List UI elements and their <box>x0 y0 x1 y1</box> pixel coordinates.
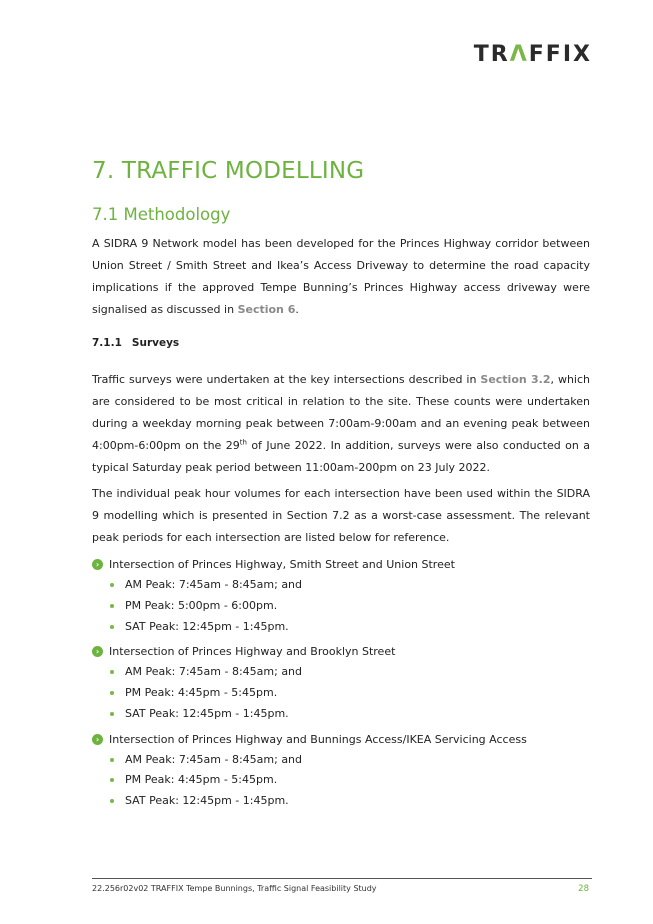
bullet-dot-icon <box>110 583 114 587</box>
peak-item <box>110 707 289 720</box>
section-3-2-link[interactable]: Section 3.2 <box>480 373 551 386</box>
superscript: th <box>239 438 247 447</box>
peak-text: SAT Peak: 12:45pm - 1:45pm. <box>125 620 289 633</box>
intersection-name: Intersection of Princes Highway and Brooklyn Street <box>109 645 396 658</box>
peak-item <box>110 665 302 678</box>
chevron-right-icon: › <box>92 646 103 657</box>
footer-divider <box>92 878 592 879</box>
surveys-text-3: of June 2022. In addition, surveys were also conducted on a typical Saturday peak period between 11:00am-200pm on 23 July 2022. <box>92 439 590 474</box>
peak-text: PM Peak: 4:45pm - 5:45pm. <box>125 686 278 699</box>
chevron-right-icon: › <box>92 559 103 570</box>
peak-text: AM Peak: 7:45am - 8:45am; and <box>125 665 303 678</box>
chevron-right-icon: › <box>92 734 103 745</box>
surveys-heading <box>92 337 179 349</box>
methodology-text-end: . <box>295 303 299 316</box>
bullet-dot-icon <box>110 625 114 629</box>
logo-triangle: Λ <box>509 42 529 67</box>
section-heading: 7. TRAFFIC MODELLING <box>92 158 365 184</box>
peak-hour-paragraph: The individual peak hour volumes for each intersection have been used within the SIDRA 9 modelling which is presented in Section 7.2 as a worst-case assessment. The relevant peak periods for each intersection are listed below for reference. <box>92 487 590 544</box>
bullet-dot-icon <box>110 712 114 716</box>
intersection-name: Intersection of Princes Highway and Bunnings Access/IKEA Servicing Access <box>109 733 527 746</box>
surveys-text-2: , which are considered to be most critical in relation to the site. These counts were undertaken during a weekday morning peak between 7:00am-9:00am and an evening peak between 4:00pm-6:00pm on the 29 <box>92 373 590 452</box>
peak-text: PM Peak: 4:45pm - 5:45pm. <box>125 773 278 786</box>
peak-item <box>110 599 277 612</box>
methodology-paragraph <box>92 233 590 321</box>
peak-item <box>110 794 289 807</box>
surveys-paragraph <box>92 369 590 479</box>
peak-text: SAT Peak: 12:45pm - 1:45pm. <box>125 794 289 807</box>
footer-text: 22.256r02v02 TRAFFIX Tempe Bunnings, Traffic Signal Feasibility Study <box>92 884 377 893</box>
methodology-text: A SIDRA 9 Network model has been developed for the Princes Highway corridor between Union Street / Smith Street and Ikea’s Access Driveway to determine the road capacity implications if the approved Tempe Bunning’s Princes Highway access driveway were signalised as discussed in <box>92 237 590 316</box>
bullet-dot-icon <box>110 799 114 803</box>
surveys-text-1: Traffic surveys were undertaken at the key intersections described in <box>92 373 481 386</box>
intersection-item <box>92 733 527 746</box>
bullet-dot-icon <box>110 604 114 608</box>
subsection-heading: 7.1 Methodology <box>92 205 231 224</box>
section-6-link[interactable]: Section 6 <box>237 303 296 316</box>
peak-text: AM Peak: 7:45am - 8:45am; and <box>125 753 303 766</box>
bullet-dot-icon <box>110 758 114 762</box>
traffix-logo <box>474 42 592 67</box>
peak-text: SAT Peak: 12:45pm - 1:45pm. <box>125 707 289 720</box>
peak-item <box>110 620 289 633</box>
peak-item <box>110 753 302 766</box>
peak-item <box>110 578 302 591</box>
page-number: 28 <box>578 884 589 894</box>
bullet-dot-icon <box>110 778 114 782</box>
peak-item <box>110 773 277 786</box>
logo-text-end: FFIX <box>528 42 592 67</box>
surveys-heading-number: 7.1.1 <box>92 337 122 349</box>
surveys-heading-title: Surveys <box>131 337 180 349</box>
intersection-item <box>92 558 455 571</box>
intersection-name: Intersection of Princes Highway, Smith Street and Union Street <box>109 558 455 571</box>
peak-text: PM Peak: 5:00pm - 6:00pm. <box>125 599 278 612</box>
intersection-item <box>92 645 395 658</box>
bullet-dot-icon <box>110 691 114 695</box>
peak-item <box>110 686 277 699</box>
bullet-dot-icon <box>110 670 114 674</box>
logo-text-start: TR <box>473 42 510 67</box>
peak-text: AM Peak: 7:45am - 8:45am; and <box>125 578 303 591</box>
